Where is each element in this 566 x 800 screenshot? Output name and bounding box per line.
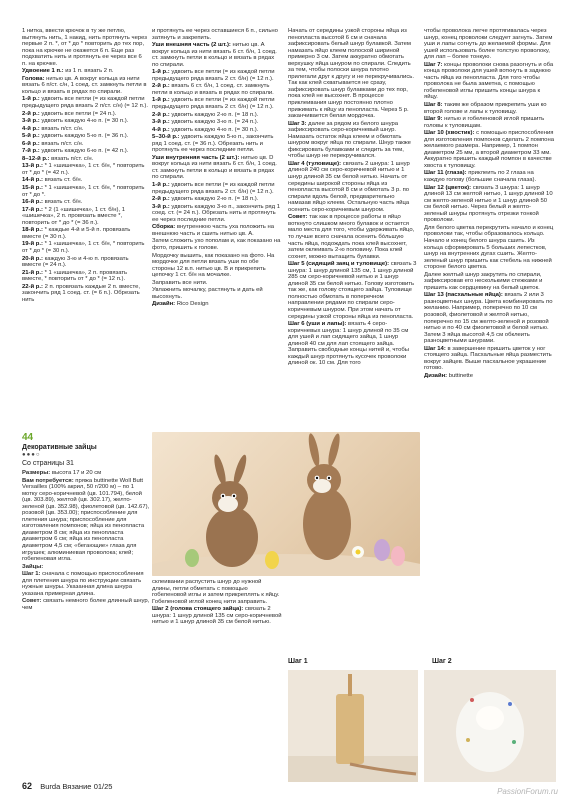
paragraph: [152, 224, 282, 237]
paragraph-text: Начать от середины узкой стороны яйца из пенопласта высотой 6 см и сначала зафиксировать белый шнур булавкой. Затем намазать яйцо клеем полоской шириной примерно 3 см. Затем аккуратно обмотать верхушку яйца шнуром по спирали. Следить за тем, чтобы полоски шнура плотно прилегали друг к другу и не перекручивались. Так как клей схватывается не сразу, зафиксировать шнур булавками до тех пор, пока клей не высохнет. В процессе приклеивания шнур постоянно плотно прижимать к яйцу из пенопласта. Через 5 р. заканчивается белая мордочка.: [288, 28, 414, 120]
paragraph: [22, 256, 148, 269]
paragraph-text: с помощью приспособления для изготовления помпонов сделать 2 помпона желаемого размера. Например, 1 помпон диаметром 25 мм, а второй диаметром 33 мм. Аккуратно пришить каждый помпон в качестве хвоста к туловищу.: [424, 130, 554, 169]
paragraph-text: нитью и гобеленовой иглой пришить головы к туловищам.: [424, 116, 545, 129]
paragraph: [152, 280, 282, 287]
paragraph-heading: Уши внешняя часть (2 шт.):: [152, 42, 231, 49]
paragraph-heading: 15-й р.:: [22, 185, 43, 192]
difficulty-rating: ●●●○: [22, 452, 41, 458]
paragraph: [152, 606, 282, 626]
paragraph: [152, 579, 282, 605]
paragraph: [152, 155, 282, 181]
paragraph-heading: Шаг 3:: [288, 120, 307, 127]
paragraph: [152, 127, 282, 134]
paragraph: [22, 564, 150, 571]
paragraph-heading: 22-й р.:: [22, 283, 43, 290]
paragraph-text: нитью цв. А вокруг кольца из нити вязать 6 ст. б/н, 1 соед. ст. замкнуть петли в кольцо и вязать в рядах по спирали.: [152, 42, 277, 68]
paragraph-heading: 8–12-й р.:: [22, 155, 50, 162]
paragraph-heading: Дизайн:: [424, 372, 448, 379]
paragraph-heading: 20-й р.:: [22, 255, 43, 262]
paragraph: [424, 373, 554, 380]
paragraph-text: связать 2 шнура: 1 шнур длиной 240 см серо-коричневой нитью и 1 шнур длиной 35 см белой нитью. Начать от середины широкой стороны яйца из пенопласта высотой 8 см и обмотать 3 р. по спирали вдоль белой, предварительно намазав яйцо клеем. Остальную часть яйца осенить серо-коричневым шнуром.: [288, 160, 410, 213]
paragraph-heading: Шаг 13 (пасхальные яйца):: [424, 292, 503, 299]
paragraph: [288, 161, 418, 213]
paragraph-text: связать 3 шнура: 1 шнур длиной 13 см желтой нитью, 1 шнур длиной 10 см желто-зеленой нитью и 1 шнур длиной 50 см белой нитью. Через белый и желто-зеленый шнуры протянуть отрезки тонкой проволоки.: [424, 184, 553, 224]
paragraph: [22, 270, 148, 283]
paragraph: [152, 238, 282, 251]
paragraph: [22, 126, 148, 133]
paragraph-heading: Зайцы:: [22, 563, 44, 570]
paragraph-text: Для белого цветка перекрутить начало и конец проволоки так, чтобы образовалось кольцо. Начало и конец белого шнура сшить. Из кольца сформировать 5 больших лепестков, шнур на внутренних дугах сшить. Желто-зеленый шнур пришить как стебель на нижней стороне белого цветка.: [424, 224, 554, 271]
paragraph-heading: Шаг 8:: [424, 102, 443, 109]
paragraph-heading: 1-й р.:: [22, 96, 40, 103]
paragraph-text: нитью цв. А вокруг кольца из нити вязать 6 п/ст. с/н, 1 соед. ст. замкнуть петли в кольцо и вязать в рядах по спирали.: [22, 75, 147, 95]
paragraph-text: 1 нитка, ввести крючок в ту же петлю, вытянуть нить, 1 накид, нить протянуть через первые 2 п. *, от * до * повторить до тех пор, пока на крючке не окажется 6 п. Еще раз подхватить нить и протянуть ее через все 6 п. на крючке.: [22, 28, 147, 67]
paragraph: [22, 148, 148, 155]
paragraph: [22, 598, 150, 611]
paragraph-text: вязать ст. б/н.: [42, 177, 83, 184]
paragraph: [22, 163, 148, 176]
paragraph-text: вязать п/ст. с/н.: [39, 140, 84, 147]
paragraph-text: вязать 4 серо-коричневых шнура: 1 шнур длиной по 35 см для ушей и лап сидящего зайца, 1 шнур длиной 40 см для лап стоящего зайца. Заправить свободные концы нитей и, чтобы каждый шнур протянуть кусочек проволоки длиной ок. 10 см. Для того: [288, 321, 409, 367]
paragraph-heading: 5–30-й р.:: [152, 134, 180, 141]
paragraph-heading: 7-й р.:: [22, 148, 40, 155]
paragraph: [152, 97, 282, 110]
paragraph: [152, 253, 282, 279]
paragraph-heading: Шаг 5 (сидящий заяц и туловище):: [288, 261, 390, 268]
paragraph-heading: Дизайн:: [152, 301, 176, 308]
paragraph: [22, 177, 148, 184]
paragraph-heading: Шаг 4 (туловище):: [288, 160, 342, 167]
paragraph-text: вязать 6 ст. б/н, 1 соед. ст. замкнуть петли в кольцо и вязать в рядах по спирали.: [152, 83, 274, 96]
paragraph-heading: 18-й р.:: [22, 227, 43, 234]
paragraph-heading: 4-й р.:: [22, 125, 40, 132]
paragraph: [22, 284, 148, 304]
paragraph-heading: Голова:: [22, 75, 45, 82]
paragraph: [22, 76, 148, 96]
paragraph-heading: Вам потребуется:: [22, 477, 74, 484]
paragraph-heading: Шаг 11 (глаза):: [424, 170, 467, 177]
bunnies-photo: [152, 432, 420, 576]
paragraph-text: Заправить все нити.: [152, 279, 208, 286]
paragraph-heading: Совет:: [288, 214, 308, 221]
step-1-label: Шаг 1: [288, 658, 308, 665]
paragraph-heading: 2-й р.:: [22, 110, 40, 117]
paragraph-text: так как в процессе работы в яйцо воткнуто слишком много булавок и остается мало места для того, чтобы удерживать яйцо, то лучше всего сначала осенить бóльшую часть яйца, подождать пока клей высохнет, затем оклеивать 2-ю половину. Пока клей сохнет, можно вытащить булавки.: [288, 214, 415, 260]
paragraph-text: связать 3 шнура: 1 шнур длиной 135 см, 1 шнур длиной 285 см серо-коричневой нитью и 1 шнур длиной 35 см белой нитью. Голову изготовить так же, как голову стоящего зайца. Туловище полностью обмотать в поперечном направлении рядами по спирали серо-коричневым шнуром. При этом начать от середины узкой стороны яйца из пенопласта.: [288, 261, 417, 320]
column-4: [424, 28, 554, 380]
paragraph: [22, 478, 150, 563]
paragraph-text: Далее желтый шнур закрутить по спирали, зафиксировав его несколькими стежками и пришить как сердцевину на белый цветок.: [424, 271, 543, 291]
paragraph-heading: 1-й р.:: [152, 182, 170, 189]
paragraph-text: удвоить каждую 4-ю п. (= 30 п.).: [39, 118, 129, 125]
paragraph-heading: 5-й р.:: [22, 133, 40, 140]
paragraph: [22, 96, 148, 109]
paragraph-text: удвоить каждую 5-ю п., закончить ряд 1 соед. ст. (= 36 п.). Обрезать нить и протянуть ее через последние петли.: [152, 134, 274, 154]
paragraph: [152, 69, 282, 82]
paragraph-text: высота 17 и 20 см: [50, 470, 102, 476]
paragraph-text: нитью цв. D вокруг кольца из нити вязать 6 ст. б/н, 1 соед. ст. замкнуть петли в кольцо и вязать в рядах по спирали.: [152, 154, 277, 181]
paragraph-heading: Уши внутренняя часть (2 шт.):: [152, 154, 240, 161]
paragraph-heading: 19-й р.:: [22, 241, 43, 248]
paragraph: [424, 102, 554, 115]
paragraph-text: * 2 (1 «шишечка», 1 ст. б/н), 1 «шишечка», 2 п. провязать вместе *, повторить от * до * (= 36 п.).: [22, 206, 125, 226]
paragraph-heading: Шаг 7:: [424, 61, 443, 68]
paragraph: [22, 68, 148, 75]
from-page: Со страницы 31: [22, 460, 74, 467]
page-footer: [22, 781, 112, 791]
paragraph: [152, 83, 282, 96]
paragraph: [152, 119, 282, 126]
paragraph-heading: Размеры:: [22, 470, 51, 476]
paragraph: [424, 292, 554, 344]
paragraph-text: Мордочку вышить, как показано на фото. На мордочке для петли вязать уши по обе стороны 12 в.п. нитью цв. B и прикрепить цепочку 1 ст. б/н на мочалке.: [152, 252, 275, 279]
paragraph-heading: 1-й р.:: [152, 97, 170, 104]
paragraph-text: удвоить каждую 3-ю п. (= 24 п.).: [169, 119, 259, 126]
paragraph-heading: 13-й р.:: [22, 163, 43, 170]
paragraph-text: концы проволоки снова разогнуть и оба конца проволоки для ушей воткнуть в заднюю часть яйца из пенопласта. Для того чтобы проволока не была заметна, с помощью гобеленовой иглы пришить концы шнура к яйцу.: [424, 61, 554, 101]
paragraph: [424, 185, 554, 224]
paragraph-text: пряжа buttinette Woll Butt Versailles (100% акрил, 50 г/200 м) – по 1 мотку серо-коричневой (цв. 101.794), белой (цв. 303.89), желтой (цв. 302.17), желто-зеленой (цв. 352.98), фиолетовой (цв. 142.67), розовой (цв. 353.00); приспособление для плетения шнура; приспособление для изготовления помпонов; яйца из пенопласта диаметром 8 см; яйца из пенопласта диаметром 6 см; яйца из пенопласта диаметром 4,5 см; «бегающие» глаза для игрушек; алюминиевая проволока; клей; гобеленовая игла.: [22, 477, 150, 563]
paragraph-heading: 14-й р.:: [22, 177, 43, 184]
paragraph: [288, 261, 418, 320]
paragraph-heading: 17-й р.:: [22, 206, 43, 213]
paragraph-heading: Шаг 10 (хвостик):: [424, 130, 475, 137]
paragraph-heading: Шаг 14:: [424, 345, 446, 352]
paragraph: [288, 214, 418, 260]
paragraph: [152, 287, 282, 300]
paragraph-text: вязать ст. б/н.: [42, 199, 83, 206]
paragraph: [152, 28, 282, 41]
column-2: [152, 28, 282, 309]
paragraph-text: Rico Design: [175, 301, 209, 308]
paragraph-heading: 2-й р.:: [152, 83, 170, 90]
paragraph-text: вязать п/ст. с/н.: [49, 155, 94, 162]
paragraph: [424, 130, 554, 169]
paragraph: [152, 134, 282, 154]
column-3: [288, 28, 418, 368]
paragraph-text: приклеить по 2 глаза на каждую голову (большие сначала глаза).: [424, 170, 537, 184]
step-1-photo: [288, 670, 418, 782]
paragraph-text: далее за рядом из белого шнура зафиксировать серо-коричневый шнур. Намазать остаток яйца клеем и обмотать шнуром вокруг яйца по спирали. Шнур также фиксировать булавками и следить за тем, чтобы шнур не перекручивался.: [288, 120, 411, 160]
step-2-photo: [424, 670, 556, 782]
paragraph-heading: Шаг 2 (голова стоящего зайца):: [152, 606, 244, 613]
paragraph: [152, 204, 282, 224]
paragraph-heading: Шаг 1:: [22, 571, 41, 578]
paragraph-text: Увлажнить мочалку, растянуть и дать ей высохнуть.: [152, 287, 263, 300]
paragraph-text: удвоить каждую 2-ю п. (= 18 п.).: [169, 196, 259, 203]
pattern-section: [22, 432, 150, 612]
paragraph: [22, 571, 150, 597]
paragraph-text: удвоить все петли (= 24 п.).: [39, 110, 117, 117]
paragraph: [22, 185, 148, 198]
paragraph: [22, 141, 148, 148]
paragraph-heading: Шаг 9:: [424, 116, 443, 123]
paragraph-heading: 21-й р.:: [22, 269, 43, 276]
paragraph: [288, 121, 418, 160]
paragraph-heading: 2-й р.:: [152, 196, 170, 203]
paragraph: [22, 28, 148, 67]
paragraph: [22, 156, 148, 163]
paragraph: [424, 272, 554, 292]
paragraph-text: * 1 «шишечка», 1 ст. б/н, * повторить от * до * (= 42 п.).: [22, 163, 145, 176]
paragraph-heading: 3-й р.:: [152, 119, 170, 126]
paragraph-heading: 4-й р.:: [152, 126, 170, 133]
paragraph: [152, 112, 282, 119]
paragraph: [22, 111, 148, 118]
paragraph-text: внутреннюю часть уха положить на внешнюю часть и сшить нитью цв. А.: [152, 224, 275, 237]
column-1: [22, 28, 148, 304]
paragraph-heading: Шаг 12 (цветок):: [424, 184, 472, 191]
paragraph: [424, 62, 554, 101]
paragraph-text: склеивании распустить шнур до нужной длины, петли обметать с помощью гобеленовой иглы и затем прикреплять к яйцу. Гобеленовой иглой конец нити заправить.: [152, 579, 280, 605]
paragraph-text: * каждые 4-й и 5-й п. провязать вместе (= 30 п.).: [22, 227, 131, 240]
paragraph-text: * 1 «шишечка», 2 п. провязать вместе, * повторить от * до * (= 12 п.).: [22, 269, 128, 283]
paragraph-heading: Шаг 6 (уши и лапы):: [288, 321, 347, 328]
pattern-number: 44: [22, 432, 34, 443]
paragraph-text: таким же образом прикрепить уши ко второй голове и лапы к туловищу.: [424, 102, 547, 115]
bunnies-illustration: [152, 432, 420, 576]
pattern-body: [22, 470, 150, 611]
paragraph-heading: Сборка:: [152, 224, 176, 231]
paragraph: [152, 182, 282, 195]
paragraph-heading: 16-й р.:: [22, 199, 43, 206]
paragraph: [424, 225, 554, 271]
watermark: PassionForum.ru: [497, 787, 558, 796]
below-photo-text: [152, 579, 282, 627]
paragraph-text: удвоить каждую 6-ю п. (= 42 п.).: [39, 148, 129, 155]
paragraph: [22, 199, 148, 206]
paragraph-text: Затем сложить ухо пополам и, как показано на фото, пришить к голове.: [152, 238, 281, 251]
paragraph-text: удвоить каждую 2-ю п. (= 18 п.).: [169, 111, 259, 118]
paragraph-text: удвоить каждую 4-ю п. (= 30 п.).: [169, 126, 259, 133]
paragraph-heading: Совет:: [22, 598, 42, 605]
paragraph: [152, 196, 282, 203]
paragraph-text: * 1 «шишечка», 1 ст. б/н, * повторить от * до * (= 30 п.).: [22, 241, 145, 254]
paragraph-text: удвоить все петли (= из каждой петли предыдущего ряда вязать 2 п/ст. с/н) (= 12 п.).: [22, 96, 148, 110]
paragraph: [424, 28, 554, 61]
paragraph-text: и протянуть ее через оставшиеся 6 п., сильно затянуть и закрепить.: [152, 28, 278, 41]
paragraph: [22, 118, 148, 125]
paragraph: [22, 227, 148, 240]
paragraph-text: удвоить все петли (= из каждой петли предыдущего ряда вязать 2 ст. б/н) (= 12 п.).: [152, 182, 275, 195]
paragraph-text: buttinette: [447, 372, 473, 379]
paragraph: [22, 470, 150, 477]
paragraph-text: из 1 п. вязать 2 п.: [63, 68, 114, 75]
pattern-title: Декоративные зайцы: [22, 444, 97, 451]
paragraph-text: вязать п/ст. с/н.: [39, 125, 84, 132]
issue-number: 01/25: [93, 782, 113, 791]
paragraph-text: * 1 «шишечка», 1 ст. б/н, * повторить от * до *.: [22, 185, 145, 198]
paragraph: [152, 301, 282, 308]
paragraph: [22, 133, 148, 140]
paragraph-heading: 3-й р.:: [22, 118, 40, 125]
paragraph-text: каждую 3-ю и 4-ю п. провязать вместе (= 24 п.).: [22, 255, 129, 269]
paragraph-heading: 6-й р.:: [22, 140, 40, 147]
paragraph-heading: 1-й р.:: [152, 69, 170, 76]
paragraph-heading: Удвоение 1 п.:: [22, 68, 64, 75]
paragraph-text: сначала с помощью приспособления для плетения шнура по инструкции связать нужные шнуры. Указанная длина шнура указана примерная длина.: [22, 571, 144, 597]
paragraph: [152, 42, 282, 68]
magazine-name: Burda Вязание: [40, 782, 92, 791]
paragraph: [288, 321, 418, 367]
paragraph-text: вязать 2 или 3 разноцветных шнура. Цвета комбинировать по желанию. Например, поперечно по 10 см розовой, фиолетовой и желтой нитью, поперечно по 15 см желто-зеленой и розовой нитью и по 40 см фиолетовой и белой нитью. Затем 3 яйца высотой 4,5 см обклеить разноцветными шнурами.: [424, 292, 553, 345]
paragraph-text: связать немного более длинный шнур, чем: [22, 598, 150, 611]
paragraph: [424, 346, 554, 372]
paragraph: [22, 241, 148, 254]
paragraph-text: удвоить каждую 5-ю п. (= 36 п.).: [39, 133, 129, 140]
paragraph-text: в завершение пришить цветок у ног стоящего зайца. Пасхальные яйца разместить вокруг зайцев. Выше пасхальное украшение готово.: [424, 345, 552, 372]
paragraph: [424, 116, 554, 129]
paragraph-text: удвоить каждую 3-ю п., закончить ряд 1 соед. ст. (= 24 п.). Обрезать нить и протянуть ее через последние петли.: [152, 203, 280, 223]
page-number: 62: [22, 781, 33, 791]
paragraph-text: удвоить все петли (= из каждой петли предыдущего ряда вязать 2 ст. б/н) (= 12 п.).: [152, 69, 275, 82]
paragraph: [288, 28, 418, 120]
paragraph: [424, 170, 554, 183]
paragraph-text: 2 п. провязать каждые 2 п. вместе, закончить ряд 1 соед. ст. (= 6 п.). Обрезать нить: [22, 283, 140, 303]
paragraph-heading: 2-й р.:: [152, 111, 170, 118]
step-2-label: Шаг 2: [432, 658, 452, 665]
paragraph-text: чтобы проволока легче протягивалась через шнур, конец проволоки следует загнуть. Затем уши и лапы согнуть до желаемой формы. Для ушей использовать более толстую проволоку, для лап – более тонкую.: [424, 28, 553, 61]
paragraph-heading: 3-й р.:: [152, 203, 170, 210]
paragraph-text: удвоить все петли (= из каждой петли предыдущего ряда вязать 2 ст. б/н) (= 12 п.).: [152, 97, 275, 111]
paragraph-text: связать 2 шнура: 1 шнур длиной 135 см серо-коричневой нитью и 1 шнур длиной 35 см белой нитью.: [152, 606, 282, 626]
paragraph: [22, 207, 148, 227]
